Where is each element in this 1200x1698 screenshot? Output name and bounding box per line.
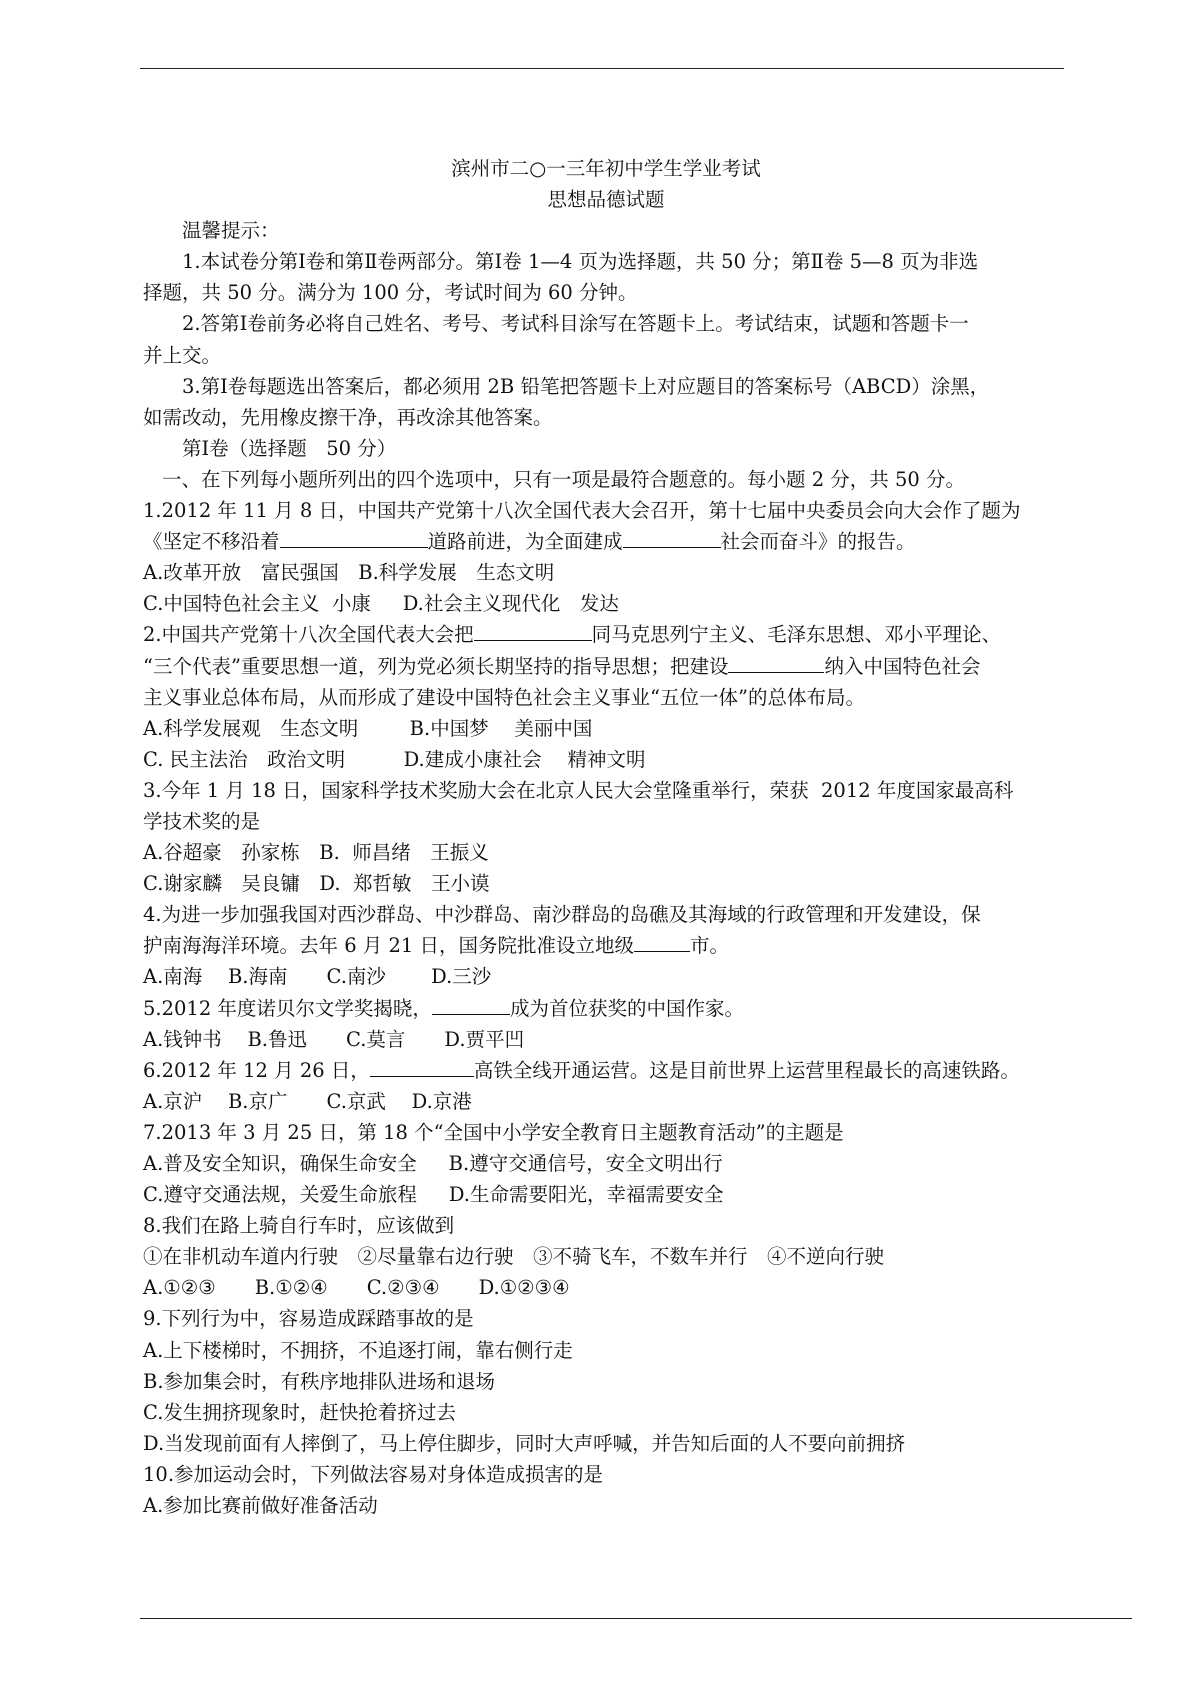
q2-text-b: 同马克思列宁主义、毛泽东思想、邓小平理论、 <box>591 623 1002 647</box>
answer-blank <box>474 620 592 641</box>
answer-blank <box>432 994 510 1015</box>
q2-text-c: “三个代表”重要思想一道，列为党必须长期坚持的指导思想；把建设 <box>143 654 729 678</box>
answer-blank <box>370 1056 474 1077</box>
tip-2-line-2: 并上交。 <box>143 343 222 367</box>
exam-page <box>143 153 1069 1521</box>
q1-text-c: 社会而奋斗》的报告。 <box>720 530 916 554</box>
q4-text-a: 护南海海洋环境。去年 6 月 21 日，国务院批准设立地级 <box>143 934 635 958</box>
question-3-options-cd: C.谢家麟 吴良镛 D. 郑哲敏 王小谟 <box>143 872 490 896</box>
q1-text-a: 《坚定不移沿着 <box>143 530 280 554</box>
tip-3-line-1: 3.第Ⅰ卷每题选出答案后，都必须用 2B 铅笔把答题卡上对应题目的答案标号（ABCD）涂黑， <box>182 374 990 398</box>
question-3-stem: 3.今年 1 月 18 日，国家科学技术奖励大会在北京人民大会堂隆重举行，荣获 2012 年度国家最高科 <box>143 778 1014 802</box>
q5-text-b: 成为首位获奖的中国作家。 <box>509 996 744 1020</box>
answer-blank <box>728 652 824 673</box>
question-1-options-cd: C.中国特色社会主义 小康 D.社会主义现代化 发达 <box>143 592 619 616</box>
question-1-options-ab: A.改革开放 富民强国 B.科学发展 生态文明 <box>143 561 555 585</box>
question-4-stem-cont <box>143 930 1069 961</box>
question-9-option-c: C.发生拥挤现象时，赶快抢着挤过去 <box>143 1400 456 1424</box>
tip-1-line-1: 1.本试卷分第Ⅰ卷和第Ⅱ卷两部分。第Ⅰ卷 1—4 页为选择题，共 50 分；第Ⅱ卷 5—8 页为非选 <box>182 250 979 274</box>
question-7-stem: 7.2013 年 3 月 25 日，第 18 个“全国中小学安全教育日主题教育活动”的主题是 <box>143 1120 844 1144</box>
question-5-options: A.钱钟书 B.鲁迅 C.莫言 D.贾平凹 <box>143 1027 525 1051</box>
question-5-stem <box>143 993 1069 1024</box>
q6-text-b: 高铁全线开通运营。这是目前世界上运营里程最长的高速铁路。 <box>473 1058 1020 1082</box>
instruction: 一、在下列每小题所列出的四个选项中，只有一项是最符合题意的。每小题 2 分，共 50 分。 <box>162 467 966 491</box>
question-2-options-ab: A.科学发展观 生态文明 B.中国梦 美丽中国 <box>143 716 593 740</box>
question-2-stem-cont <box>143 651 1069 682</box>
q4-text-b: 市。 <box>690 934 730 958</box>
question-2-options-cd: C. 民主法治 政治文明 D.建成小康社会 精神文明 <box>143 747 646 771</box>
question-9-option-a: A.上下楼梯时，不拥挤，不追逐打闹，靠右侧行走 <box>143 1338 573 1362</box>
header-rule <box>140 68 1064 69</box>
question-3-stem-cont: 学技术奖的是 <box>143 809 261 833</box>
tip-3-line-2: 如需改动，先用橡皮擦干净，再改涂其他答案。 <box>143 405 553 429</box>
question-4-options: A.南海 B.海南 C.南沙 D.三沙 <box>143 965 492 989</box>
question-8-options: A.①②③ B.①②④ C.②③④ D.①②③④ <box>143 1276 570 1300</box>
question-1-stem-cont <box>143 526 1069 557</box>
q2-text-a: 2.中国共产党第十八次全国代表大会把 <box>143 623 474 647</box>
tip-1-line-2: 择题，共 50 分。满分为 100 分，考试时间为 60 分钟。 <box>143 281 638 305</box>
answer-blank <box>634 931 690 952</box>
answer-blank <box>280 527 428 548</box>
question-6-stem <box>143 1055 1069 1086</box>
question-2-stem-end: 主义事业总体布局，从而形成了建设中国特色社会主义事业“五位一体”的总体布局。 <box>143 685 865 709</box>
question-3-options-ab: A.谷超豪 孙家栋 B. 师昌绪 王振义 <box>143 841 489 865</box>
footer-rule <box>140 1618 1132 1619</box>
answer-blank <box>623 527 721 548</box>
question-6-options: A.京沪 B.京广 C.京武 D.京港 <box>143 1089 472 1113</box>
question-8-stem: 8.我们在路上骑自行车时，应该做到 <box>143 1214 455 1238</box>
question-10-option-a: A.参加比赛前做好准备活动 <box>143 1494 378 1518</box>
question-10-stem: 10.参加运动会时，下列做法容易对身体造成损害的是 <box>143 1462 604 1486</box>
question-7-options-cd: C.遵守交通法规，关爱生命旅程 D.生命需要阳光，幸福需要安全 <box>143 1183 724 1207</box>
q2-text-d: 纳入中国特色社会 <box>824 654 981 678</box>
tip-2-line-1: 2.答第Ⅰ卷前务必将自己姓名、考号、考试科目涂写在答题卡上。考试结束，试题和答题卡一 <box>182 312 969 336</box>
q6-text-a: 6.2012 年 12 月 26 日， <box>143 1058 370 1082</box>
exam-subtitle: 思想品德试题 <box>547 188 665 212</box>
section-heading: 第Ⅰ卷（选择题 50 分） <box>182 436 397 460</box>
question-7-options-ab: A.普及安全知识，确保生命安全 B.遵守交通信号，安全文明出行 <box>143 1152 723 1175</box>
question-9-option-d: D.当发现前面有人摔倒了，马上停住脚步，同时大声呼喊，并告知后面的人不要向前拥挤 <box>143 1431 906 1455</box>
q5-text-a: 5.2012 年度诺贝尔文学奖揭晓， <box>143 996 432 1020</box>
question-4-stem: 4.为进一步加强我国对西沙群岛、中沙群岛、南沙群岛的岛礁及其海域的行政管理和开发建设，保 <box>143 903 981 927</box>
exam-title: 滨州市二○一三年初中学生学业考试 <box>451 157 761 180</box>
question-9-option-b: B.参加集会时，有秩序地排队进场和退场 <box>143 1369 496 1393</box>
question-8-statements: ①在非机动车道内行驶 ②尽量靠右边行驶 ③不骑飞车，不数车并行 ④不逆向行驶 <box>143 1245 885 1269</box>
question-9-stem: 9.下列行为中，容易造成踩踏事故的是 <box>143 1307 474 1331</box>
question-1-stem: 1.2012 年 11 月 8 日，中国共产党第十八次全国代表大会召开，第十七届中央委员会向大会作了题为 <box>143 499 1021 523</box>
q1-text-b: 道路前进，为全面建成 <box>427 530 623 554</box>
question-2-stem <box>143 619 1069 650</box>
tips-heading: 温馨提示： <box>182 219 280 243</box>
